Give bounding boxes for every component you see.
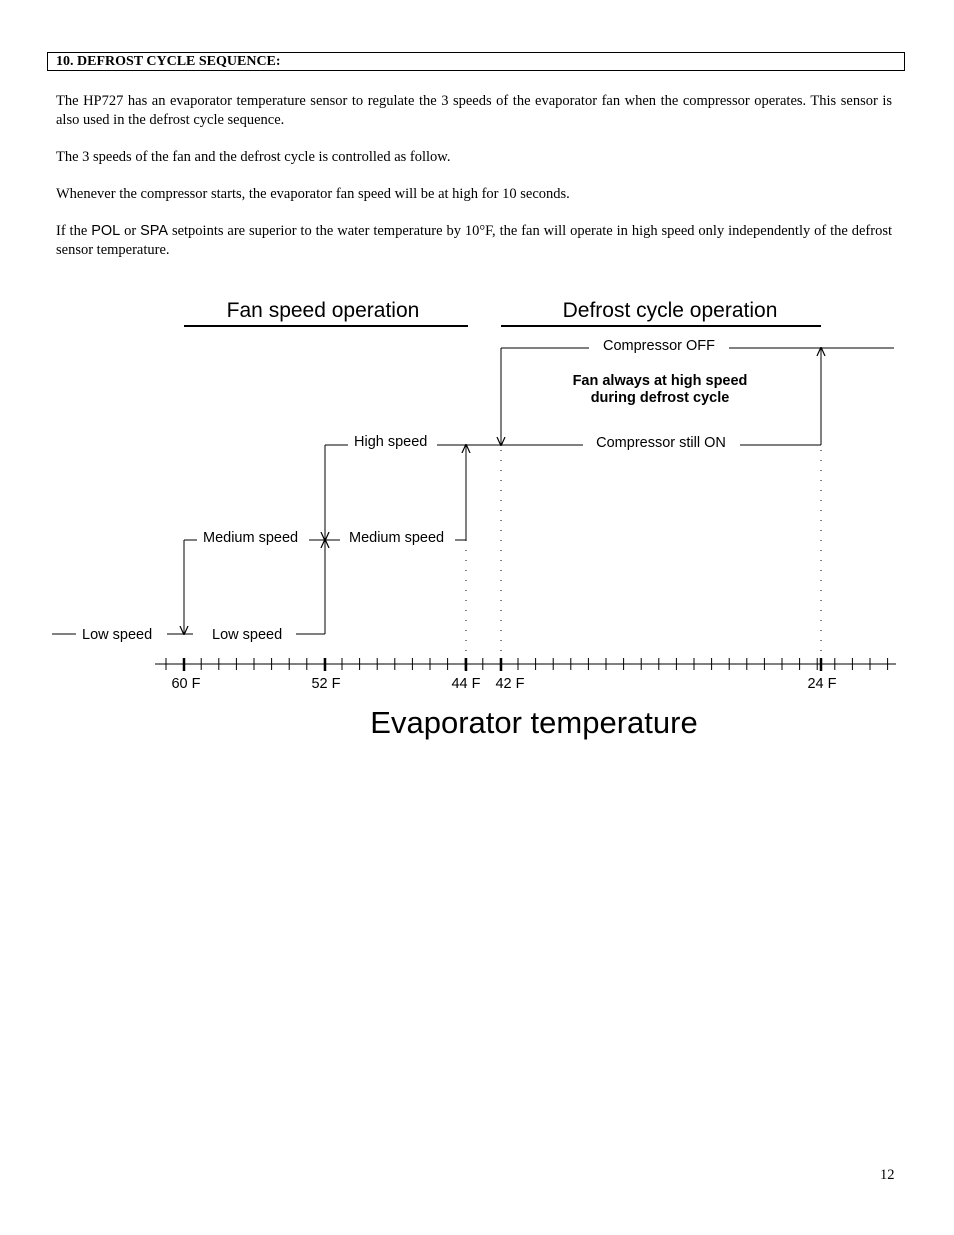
axis-title: Evaporator temperature <box>370 705 698 740</box>
tick-label-44f: 44 F <box>451 676 481 692</box>
tick-label-60f: 60 F <box>171 676 201 692</box>
tick-label-42f: 42 F <box>495 676 525 692</box>
medium-speed-label-right: Medium speed <box>349 530 445 546</box>
medium-speed-label-left: Medium speed <box>203 530 299 546</box>
page-number: 12 <box>880 1167 895 1183</box>
fan-control-paragraph: The 3 speeds of the fan and the defrost cycle is controlled as follow. <box>56 149 451 165</box>
low-speed-label-left: Low speed <box>82 627 153 643</box>
high-speed-label: High speed <box>354 434 428 450</box>
low-speed-label-right: Low speed <box>212 627 283 643</box>
setpoint-paragraph <box>56 222 892 259</box>
intro-paragraph: The HP727 has an evaporator temperature sensor to regulate the 3 speeds of the evaporator fan when the compressor operates. This sensor is also used in the defrost cycle sequence. <box>56 93 892 128</box>
fan-note-line-1: Fan always at high speed <box>572 373 748 389</box>
tick-label-24f: 24 F <box>807 676 837 692</box>
setpoint-text-start: If the <box>56 223 92 239</box>
spa-setpoint-label: SPA <box>140 223 169 239</box>
temperature-guide-lines <box>466 450 821 660</box>
section-title: 10. DEFROST CYCLE SEQUENCE: <box>47 52 905 71</box>
defrost-cycle-diagram <box>0 280 954 750</box>
pol-setpoint-label: POL <box>91 223 121 239</box>
setpoint-text-or: or <box>120 223 141 239</box>
compressor-start-paragraph: Whenever the compressor starts, the evaporator fan speed will be at high for 10 seconds. <box>56 186 570 202</box>
defrost-heading: Defrost cycle operation <box>562 299 778 322</box>
tick-label-52f: 52 F <box>311 676 341 692</box>
fan-speed-heading: Fan speed operation <box>226 299 420 322</box>
fan-speed-step-lines <box>52 348 894 634</box>
setpoint-text-end: setpoints are superior to the water temperature by 10°F, the fan will operate in high speed only independently of the defrost sensor temperature. <box>56 223 893 258</box>
compressor-on-label: Compressor still ON <box>596 435 726 451</box>
fan-note-line-2: during defrost cycle <box>590 390 730 406</box>
compressor-off-label: Compressor OFF <box>603 338 715 354</box>
